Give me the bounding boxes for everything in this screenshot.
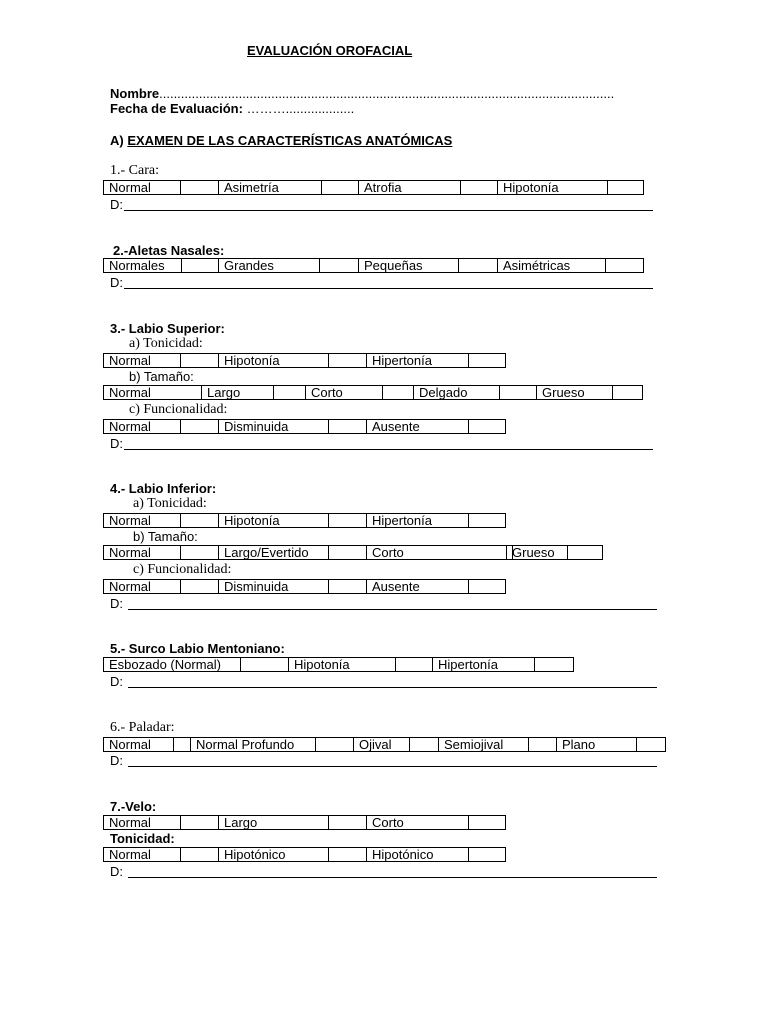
q5-option-label: Hipertonía xyxy=(433,658,535,671)
fecha-dots: ………................... xyxy=(246,101,355,116)
q6-option-label: Normal xyxy=(104,738,174,751)
q1-option-label: Hipotonía xyxy=(498,181,608,194)
q3-c-options-row xyxy=(103,419,506,434)
d-label: D: xyxy=(110,864,123,879)
q7-tonicidad-option-label: Normal xyxy=(104,848,181,861)
q3-c-option-label: Normal xyxy=(104,420,181,433)
q7-option-label: Largo xyxy=(219,816,329,829)
q6-checkbox[interactable] xyxy=(410,738,439,751)
q3-b-options-row xyxy=(103,385,643,400)
q7-option-label: Corto xyxy=(367,816,469,829)
q7-options-row xyxy=(103,815,506,830)
q1-checkbox[interactable] xyxy=(181,181,219,194)
q6-title: 6.- Paladar: xyxy=(110,720,175,735)
q3-b-checkbox[interactable] xyxy=(500,386,537,399)
q6-checkbox[interactable] xyxy=(316,738,354,751)
q4-c-label: c) Funcionalidad: xyxy=(133,562,232,577)
underline xyxy=(128,877,657,878)
q4-b-option-label: Largo/Evertido xyxy=(219,546,329,559)
q7-tonicidad-checkbox[interactable] xyxy=(469,848,505,861)
q4-c-option-label: Normal xyxy=(104,580,181,593)
q3-a-options-row xyxy=(103,353,506,368)
q6-option-label: Normal Profundo xyxy=(191,738,316,751)
q1-option-label: Normal xyxy=(104,181,181,194)
q1-option-label: Asimetría xyxy=(219,181,322,194)
q4-b-checkbox[interactable] xyxy=(329,546,367,559)
q3-title: 3.- Labio Superior: xyxy=(110,321,225,336)
q1-checkbox[interactable] xyxy=(608,181,643,194)
q4-a-label: a) Tonicidad: xyxy=(133,496,207,511)
q1-checkbox[interactable] xyxy=(461,181,498,194)
fecha-label: Fecha de Evaluación: xyxy=(110,101,243,116)
q6-option-label: Plano xyxy=(557,738,637,751)
q7-checkbox[interactable] xyxy=(469,816,505,829)
q3-b-option-label: Grueso xyxy=(537,386,613,399)
q4-c-checkbox[interactable] xyxy=(329,580,367,593)
section-a-title: EXAMEN DE LAS CARACTERÍSTICAS ANATÓMICAS xyxy=(127,133,453,148)
q3-a-label: a) Tonicidad: xyxy=(129,336,203,351)
nombre-label: Nombre xyxy=(110,86,160,101)
q1-title: 1.- Cara: xyxy=(110,163,159,178)
q4-b-label: b) Tamaño: xyxy=(133,529,198,544)
q2-option-label: Grandes xyxy=(219,259,320,272)
q3-a-option-label: Hipertonía xyxy=(367,354,469,367)
q7-tonicidad-label: Tonicidad: xyxy=(110,831,175,846)
q3-c-checkbox[interactable] xyxy=(181,420,219,433)
q5-checkbox[interactable] xyxy=(241,658,289,671)
q2-checkbox[interactable] xyxy=(459,259,498,272)
q3-a-checkbox[interactable] xyxy=(181,354,219,367)
q7-checkbox[interactable] xyxy=(329,816,367,829)
q1-description-line[interactable] xyxy=(110,197,653,212)
q7-option-label: Normal xyxy=(104,816,181,829)
q2-title: 2.-Aletas Nasales: xyxy=(113,243,225,258)
q2-options-row xyxy=(103,258,644,273)
q3-b-option-label: Normal xyxy=(104,386,202,399)
d-label: D: xyxy=(110,674,123,689)
q3-b-option-label: Corto xyxy=(306,386,383,399)
q4-b-option-label: Normal xyxy=(104,546,181,559)
underline xyxy=(128,609,657,610)
q3-a-option-label: Hipotonía xyxy=(219,354,329,367)
q7-tonicidad-checkbox[interactable] xyxy=(181,848,219,861)
q2-option-label: Pequeñas xyxy=(359,259,459,272)
q4-c-option-label: Disminuida xyxy=(219,580,329,593)
q5-title: 5.- Surco Labio Mentoniano: xyxy=(110,641,285,656)
q7-tonicidad-option-label: Hipotónico xyxy=(367,848,469,861)
q5-description-line[interactable] xyxy=(110,674,657,689)
q4-a-options-row xyxy=(103,513,506,528)
q2-option-label: Normales xyxy=(104,259,182,272)
q6-checkbox[interactable] xyxy=(174,738,191,751)
q3-c-option-label: Ausente xyxy=(367,420,469,433)
d-label: D: xyxy=(110,275,123,290)
nombre-dots: .............................................................................................................................. xyxy=(159,86,615,101)
q5-option-label: Esbozado (Normal) xyxy=(104,658,241,671)
nombre-field[interactable] xyxy=(110,86,614,101)
d-label: D: xyxy=(110,596,123,611)
q4-a-option-label: Hipotonía xyxy=(219,514,329,527)
q2-checkbox[interactable] xyxy=(606,259,643,272)
q4-a-option-label: Hipertonía xyxy=(367,514,469,527)
q3-c-checkbox[interactable] xyxy=(329,420,367,433)
q7-description-line[interactable] xyxy=(110,864,657,879)
q7-tonicidad-options-row xyxy=(103,847,506,862)
q3-b-checkbox[interactable] xyxy=(274,386,306,399)
q2-checkbox[interactable] xyxy=(320,259,359,272)
q3-b-label: b) Tamaño: xyxy=(129,369,194,384)
underline xyxy=(128,687,657,688)
q3-a-option-label: Normal xyxy=(104,354,181,367)
q3-c-option-label: Disminuida xyxy=(219,420,329,433)
q2-option-label: Asimétricas xyxy=(498,259,606,272)
q4-b-option-label: Corto xyxy=(367,546,507,559)
q6-option-label: Ojival xyxy=(354,738,410,751)
q4-b-checkbox[interactable] xyxy=(568,546,602,559)
q4-a-checkbox[interactable] xyxy=(329,514,367,527)
q3-b-checkbox[interactable] xyxy=(613,386,642,399)
q7-checkbox[interactable] xyxy=(181,816,219,829)
q6-checkbox[interactable] xyxy=(637,738,665,751)
underline xyxy=(124,210,653,211)
q1-options-row xyxy=(103,180,644,195)
q4-c-option-label: Ausente xyxy=(367,580,469,593)
q4-c-checkbox[interactable] xyxy=(469,580,505,593)
q4-b-checkbox[interactable] xyxy=(181,546,219,559)
d-label: D: xyxy=(110,753,123,768)
page-title: EVALUACIÓN OROFACIAL xyxy=(247,43,413,58)
q4-b-option-label: Grueso xyxy=(507,546,568,559)
underline xyxy=(124,449,653,450)
q2-checkbox[interactable] xyxy=(182,259,219,272)
q1-checkbox[interactable] xyxy=(322,181,359,194)
q3-a-checkbox[interactable] xyxy=(469,354,505,367)
q5-checkbox[interactable] xyxy=(396,658,433,671)
underline xyxy=(124,288,653,289)
q2-description-line[interactable] xyxy=(110,275,653,290)
d-label: D: xyxy=(110,197,123,212)
q4-c-options-row xyxy=(103,579,506,594)
section-a-heading xyxy=(110,133,452,148)
q3-b-option-label: Delgado xyxy=(414,386,500,399)
q6-description-line[interactable] xyxy=(110,753,657,768)
d-label: D: xyxy=(110,436,123,451)
q7-tonicidad-option-label: Hipotónico xyxy=(219,848,329,861)
q3-b-checkbox[interactable] xyxy=(383,386,414,399)
q4-a-option-label: Normal xyxy=(104,514,181,527)
q7-title: 7.-Velo: xyxy=(110,799,157,814)
section-a-prefix: A) xyxy=(110,133,124,148)
q6-options-row xyxy=(103,737,666,752)
q5-option-label: Hipotonía xyxy=(289,658,396,671)
q3-b-option-label: Largo xyxy=(202,386,274,399)
q6-checkbox[interactable] xyxy=(529,738,557,751)
q3-description-line[interactable] xyxy=(110,436,653,451)
q4-b-options-row xyxy=(103,545,603,560)
q4-a-checkbox[interactable] xyxy=(469,514,505,527)
fecha-field[interactable] xyxy=(110,101,354,116)
q7-tonicidad-checkbox[interactable] xyxy=(329,848,367,861)
q4-title: 4.- Labio Inferior: xyxy=(110,481,217,496)
q3-a-checkbox[interactable] xyxy=(329,354,367,367)
underline xyxy=(128,766,657,767)
q5-options-row xyxy=(103,657,574,672)
q4-a-checkbox[interactable] xyxy=(181,514,219,527)
q6-option-label: Semiojival xyxy=(439,738,529,751)
q1-option-label: Atrofia xyxy=(359,181,461,194)
q4-c-checkbox[interactable] xyxy=(181,580,219,593)
q3-c-checkbox[interactable] xyxy=(469,420,505,433)
q4-description-line[interactable] xyxy=(110,596,657,611)
q3-c-label: c) Funcionalidad: xyxy=(129,402,228,417)
q5-checkbox[interactable] xyxy=(535,658,573,671)
